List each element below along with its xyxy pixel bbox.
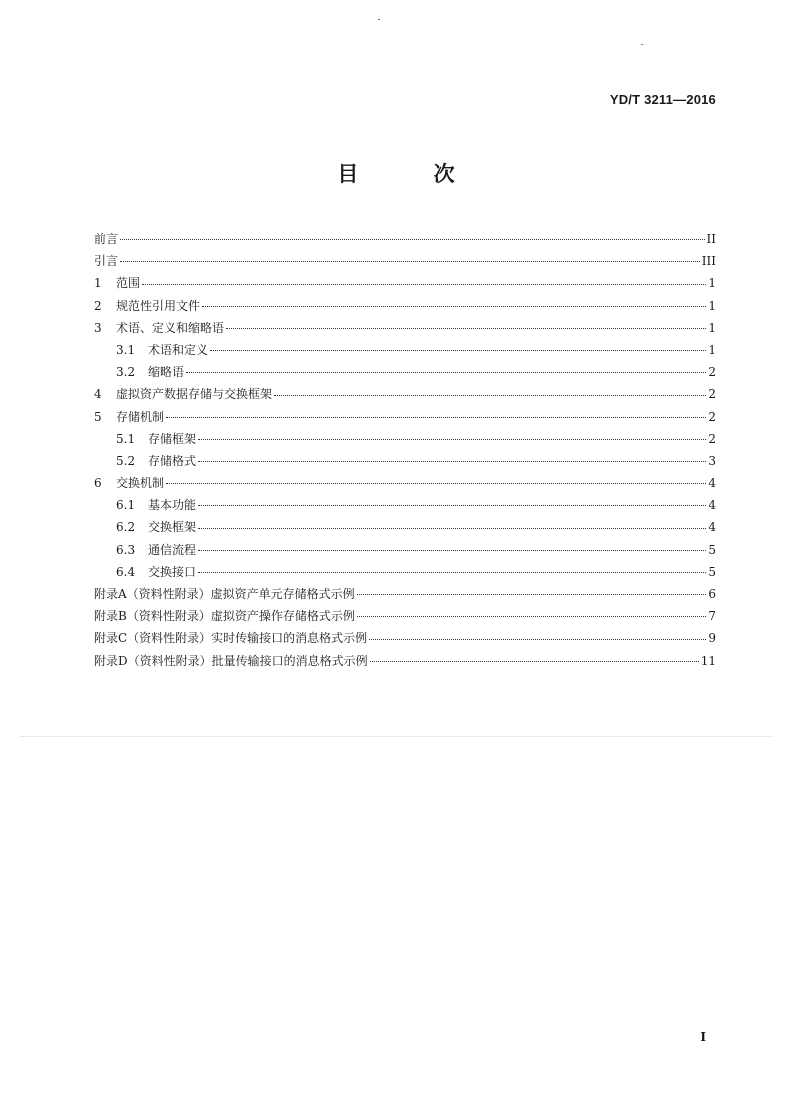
- toc-entry-label: 术语、定义和缩略语: [116, 320, 225, 335]
- toc-entry-page: 9: [708, 631, 716, 646]
- toc-dot-leader: [198, 438, 706, 440]
- toc-entry-number: 5.2: [116, 453, 136, 468]
- toc-entry-label: 存储机制: [116, 409, 165, 424]
- toc-entry-page: 7: [708, 609, 716, 624]
- toc-entry-label: 存储框架: [148, 431, 197, 446]
- toc-entry[interactable]: [94, 428, 716, 450]
- toc-entry-number: 4: [94, 387, 102, 402]
- toc-entry-page: III: [701, 254, 716, 269]
- toc-entry-label: 前言: [94, 232, 119, 246]
- toc-entry[interactable]: [94, 650, 716, 672]
- toc-entry-label: 术语和定义: [148, 342, 209, 357]
- toc-entry-page: 2: [708, 365, 716, 380]
- toc-entry-page: 5: [708, 564, 716, 579]
- toc-entry[interactable]: [94, 228, 716, 250]
- scan-speck: [378, 19, 380, 20]
- toc-entry-page: 2: [708, 409, 716, 424]
- toc-entry[interactable]: [94, 472, 716, 494]
- toc-entry-label: 存储格式: [148, 453, 197, 468]
- toc-entry-label: 基本功能: [148, 498, 197, 513]
- toc-entry[interactable]: [94, 272, 716, 294]
- toc-entry-label: 交换框架: [148, 520, 197, 535]
- toc-entry-label: 范围: [116, 276, 141, 291]
- table-of-contents: [94, 228, 716, 672]
- toc-dot-leader: [166, 416, 706, 418]
- toc-entry-number: 1: [94, 276, 102, 291]
- toc-entry-page: 4: [708, 498, 716, 513]
- toc-dot-leader: [186, 371, 706, 373]
- toc-entry[interactable]: [94, 295, 716, 317]
- toc-entry-label: 交换接口: [148, 564, 197, 579]
- toc-entry[interactable]: [94, 539, 716, 561]
- toc-dot-leader: [202, 305, 706, 307]
- toc-entry-label: 附录C（资料性附录）实时传输接口的消息格式示例: [94, 631, 368, 646]
- toc-entry-number: 5.1: [116, 431, 136, 446]
- toc-entry[interactable]: [94, 516, 716, 538]
- toc-entry[interactable]: [94, 383, 716, 405]
- toc-dot-leader: [210, 349, 706, 351]
- toc-entry-number: 6: [94, 476, 102, 491]
- toc-dot-leader: [370, 660, 699, 662]
- toc-entry-page: 4: [708, 476, 716, 491]
- toc-entry-label: 交换机制: [116, 476, 165, 491]
- toc-dot-leader: [142, 283, 706, 285]
- toc-entry[interactable]: [94, 361, 716, 383]
- toc-dot-leader: [357, 615, 706, 617]
- toc-entry-label: 规范性引用文件: [116, 298, 201, 313]
- toc-dot-leader: [198, 571, 706, 573]
- scan-divider: [20, 736, 772, 737]
- toc-entry-number: 2: [94, 298, 102, 313]
- toc-entry-page: 2: [708, 431, 716, 446]
- toc-dot-leader: [166, 482, 706, 484]
- toc-dot-leader: [198, 527, 706, 529]
- toc-entry-number: 3.1: [116, 342, 136, 357]
- toc-entry-page: 1: [708, 320, 716, 335]
- toc-dot-leader: [120, 260, 700, 262]
- toc-entry-page: 2: [708, 387, 716, 402]
- toc-entry-label: 通信流程: [148, 542, 197, 557]
- toc-entry[interactable]: [94, 605, 716, 627]
- toc-dot-leader: [198, 460, 706, 462]
- toc-entry-label: 虚拟资产数据存储与交换框架: [116, 387, 273, 402]
- toc-entry-number: 3: [94, 320, 102, 335]
- toc-entry[interactable]: [94, 317, 716, 339]
- toc-dot-leader: [120, 238, 705, 240]
- toc-entry-number: 6.2: [116, 520, 136, 535]
- toc-dot-leader: [226, 327, 706, 329]
- toc-entry[interactable]: [94, 561, 716, 583]
- toc-entry-label: 缩略语: [148, 365, 185, 380]
- toc-entry-number: 5: [94, 409, 102, 424]
- toc-entry[interactable]: [94, 406, 716, 428]
- toc-entry[interactable]: [94, 494, 716, 516]
- toc-entry[interactable]: [94, 627, 716, 649]
- toc-dot-leader: [198, 549, 706, 551]
- toc-entry-label: 附录A（资料性附录）虚拟资产单元存储格式示例: [94, 587, 355, 601]
- toc-entry-page: II: [706, 232, 716, 246]
- page-number: I: [700, 1030, 706, 1044]
- toc-entry[interactable]: [94, 339, 716, 361]
- toc-entry-label: 引言: [94, 254, 119, 269]
- toc-entry-number: 3.2: [116, 365, 136, 380]
- toc-entry-number: 6.3: [116, 542, 136, 557]
- toc-entry-page: 3: [708, 453, 716, 468]
- toc-entry-label: 附录B（资料性附录）虚拟资产操作存储格式示例: [94, 609, 355, 624]
- toc-entry[interactable]: [94, 450, 716, 472]
- toc-entry-page: 11: [700, 653, 716, 668]
- toc-entry-label: 附录D（资料性附录）批量传输接口的消息格式示例: [94, 653, 368, 668]
- toc-entry-page: 6: [708, 587, 716, 601]
- toc-entry[interactable]: [94, 250, 716, 272]
- toc-entry-page: 1: [708, 342, 716, 357]
- toc-entry-page: 4: [708, 520, 716, 535]
- toc-dot-leader: [357, 593, 706, 595]
- toc-entry-page: 1: [708, 298, 716, 313]
- page-title: 目 次: [337, 162, 489, 186]
- toc-entry-number: 6.4: [116, 564, 136, 579]
- toc-dot-leader: [198, 504, 706, 506]
- scan-speck: [641, 44, 643, 45]
- toc-dot-leader: [274, 394, 706, 396]
- toc-entry-page: 5: [708, 542, 716, 557]
- standard-code: YD/T 3211—2016: [609, 92, 716, 107]
- toc-entry-number: 6.1: [116, 498, 136, 513]
- toc-dot-leader: [369, 638, 706, 640]
- toc-entry[interactable]: [94, 583, 716, 605]
- toc-entry-page: 1: [708, 276, 716, 291]
